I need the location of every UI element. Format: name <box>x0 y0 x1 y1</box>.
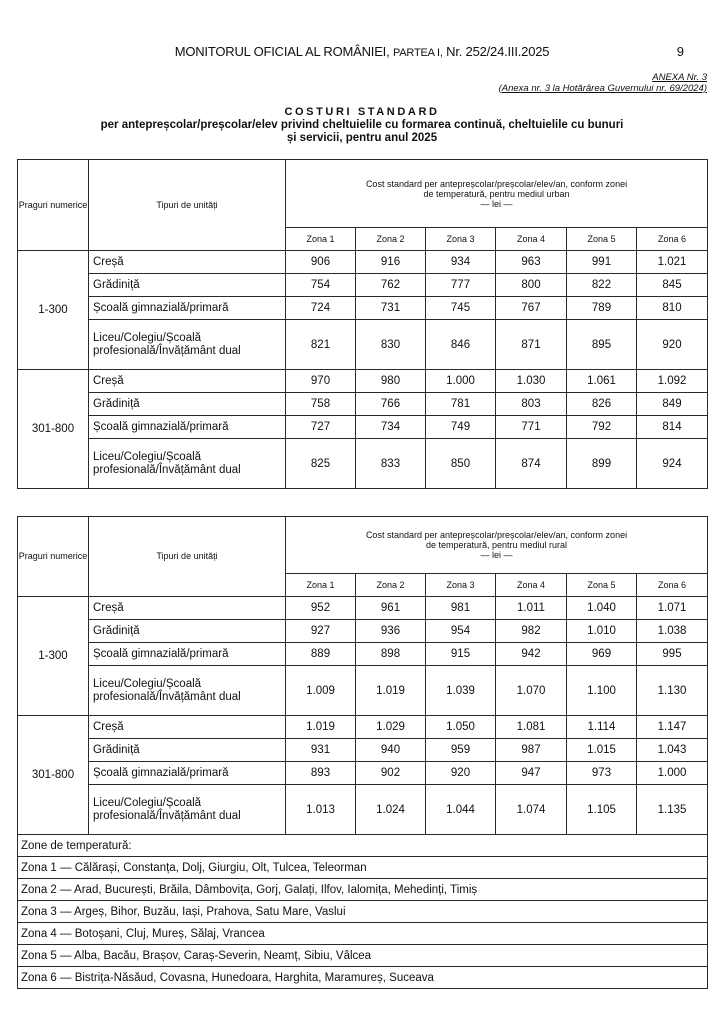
threshold-cell: 1-300 <box>18 251 89 370</box>
unit-type-line2: profesională/Învățământ dual <box>93 690 241 703</box>
cost-cell-zone-2: 980 <box>356 370 426 393</box>
cost-cell-zone-3: 920 <box>426 762 496 785</box>
cost-header-line1: Cost standard per antepreșcolar/preșcolar/elev/an, conform zonei <box>365 178 628 189</box>
cost-cell-zone-1: 927 <box>286 620 356 643</box>
cost-cell-zone-3: 954 <box>426 620 496 643</box>
table-row <box>18 762 708 785</box>
cost-cell-zone-5: 1.061 <box>567 370 637 393</box>
annex-reference <box>499 72 707 94</box>
title-heading: COSTURI STANDARD <box>284 106 440 118</box>
cost-header-line2: de temperatură, pentru mediul rural <box>425 540 568 550</box>
cost-cell-zone-4: 1.011 <box>496 597 567 620</box>
cost-cell-zone-4: 1.070 <box>496 666 567 716</box>
zone-legend-item: Zona 1 — Călărași, Constanța, Dolj, Giurgiu, Olt, Tulcea, Teleorman <box>18 857 708 879</box>
cost-header-unit: — lei — <box>480 550 513 560</box>
cost-cell-zone-4: 982 <box>496 620 567 643</box>
table-row <box>18 274 708 297</box>
unit-type-cell: Grădiniță <box>89 739 286 762</box>
cost-cell-zone-3: 850 <box>426 439 496 489</box>
table-row <box>18 666 708 716</box>
cost-cell-zone-5: 895 <box>567 320 637 370</box>
zone-legend-title: Zone de temperatură: <box>18 835 708 857</box>
cost-cell-zone-1: 1.013 <box>286 785 356 835</box>
header-zone-6: Zona 6 <box>637 574 708 597</box>
table-row <box>18 620 708 643</box>
table-row <box>18 785 708 835</box>
cost-cell-zone-3: 749 <box>426 416 496 439</box>
cost-cell-zone-6: 849 <box>637 393 708 416</box>
table-row <box>18 416 708 439</box>
cost-cell-zone-1: 825 <box>286 439 356 489</box>
cost-cell-zone-4: 963 <box>496 251 567 274</box>
cost-cell-zone-5: 973 <box>567 762 637 785</box>
table-row <box>18 597 708 620</box>
cost-cell-zone-6: 1.130 <box>637 666 708 716</box>
cost-cell-zone-4: 987 <box>496 739 567 762</box>
header-zone-1: Zona 1 <box>286 574 356 597</box>
cost-cell-zone-6: 1.038 <box>637 620 708 643</box>
cost-cell-zone-5: 792 <box>567 416 637 439</box>
cost-cell-zone-3: 1.044 <box>426 785 496 835</box>
publication-name: MONITORUL OFICIAL AL ROMÂNIEI, <box>174 44 390 59</box>
cost-cell-zone-2: 961 <box>356 597 426 620</box>
document-title <box>0 105 724 145</box>
cost-cell-zone-2: 940 <box>356 739 426 762</box>
annex-source: (Anexa nr. 3 la Hotărârea Guvernului nr. 69/2024) <box>498 83 707 94</box>
cost-header-line2: de temperatură, pentru mediul urban <box>423 188 570 199</box>
cost-cell-zone-6: 1.043 <box>637 739 708 762</box>
cost-cell-zone-6: 810 <box>637 297 708 320</box>
cost-cell-zone-5: 1.105 <box>567 785 637 835</box>
cost-cell-zone-2: 833 <box>356 439 426 489</box>
unit-type-cell: Creșă <box>89 370 286 393</box>
unit-type-cell: Grădiniță <box>89 393 286 416</box>
cost-cell-zone-2: 1.019 <box>356 666 426 716</box>
unit-type-cell: Creșă <box>89 597 286 620</box>
unit-type-cell <box>89 785 286 835</box>
cost-cell-zone-1: 906 <box>286 251 356 274</box>
header-praguri: Praguri numerice <box>18 517 89 597</box>
zone-legend <box>18 835 708 989</box>
cost-cell-zone-3: 745 <box>426 297 496 320</box>
unit-type-cell: Școală gimnazială/primară <box>89 643 286 666</box>
cost-cell-zone-4: 874 <box>496 439 567 489</box>
cost-cell-zone-1: 970 <box>286 370 356 393</box>
table-row <box>18 393 708 416</box>
unit-type-cell: Grădiniță <box>89 274 286 297</box>
cost-cell-zone-2: 734 <box>356 416 426 439</box>
cost-cell-zone-5: 826 <box>567 393 637 416</box>
cost-cell-zone-4: 771 <box>496 416 567 439</box>
cost-cell-zone-2: 902 <box>356 762 426 785</box>
zone-legend-item: Zona 3 — Argeș, Bihor, Buzău, Iași, Prahova, Satu Mare, Vaslui <box>18 901 708 923</box>
page-number: 9 <box>676 44 684 59</box>
header-zone-5: Zona 5 <box>567 228 637 251</box>
table-row <box>18 297 708 320</box>
unit-type-cell <box>89 439 286 489</box>
unit-type-cell: Școală gimnazială/primară <box>89 297 286 320</box>
publication-part: PARTEA I, <box>392 47 443 59</box>
threshold-cell: 301-800 <box>18 370 89 489</box>
cost-cell-zone-6: 995 <box>637 643 708 666</box>
cost-cell-zone-3: 959 <box>426 739 496 762</box>
cost-cell-zone-6: 1.092 <box>637 370 708 393</box>
cost-cell-zone-4: 1.030 <box>496 370 567 393</box>
cost-header-unit: — lei — <box>480 198 513 209</box>
cost-cell-zone-5: 899 <box>567 439 637 489</box>
cost-cell-zone-1: 889 <box>286 643 356 666</box>
rural-cost-table <box>17 516 708 989</box>
cost-cell-zone-2: 766 <box>356 393 426 416</box>
cost-cell-zone-5: 822 <box>567 274 637 297</box>
header-zone-6: Zona 6 <box>637 228 708 251</box>
unit-type-cell: Școală gimnazială/primară <box>89 416 286 439</box>
cost-cell-zone-5: 1.100 <box>567 666 637 716</box>
threshold-cell: 1-300 <box>18 597 89 716</box>
cost-cell-zone-1: 931 <box>286 739 356 762</box>
unit-type-cell: Grădiniță <box>89 620 286 643</box>
table-row <box>18 370 708 393</box>
cost-cell-zone-3: 1.039 <box>426 666 496 716</box>
unit-type-cell: Creșă <box>89 716 286 739</box>
header-zone-3: Zona 3 <box>426 228 496 251</box>
table-row <box>18 251 708 274</box>
cost-cell-zone-5: 1.040 <box>567 597 637 620</box>
cost-cell-zone-2: 762 <box>356 274 426 297</box>
header-zone-4: Zona 4 <box>496 228 567 251</box>
header-praguri: Praguri numerice <box>18 160 89 251</box>
cost-cell-zone-4: 1.081 <box>496 716 567 739</box>
cost-cell-zone-1: 952 <box>286 597 356 620</box>
table-row <box>18 643 708 666</box>
cost-cell-zone-2: 1.029 <box>356 716 426 739</box>
table-row <box>18 739 708 762</box>
unit-type-line1: Liceu/Colegiu/Școală <box>93 677 202 690</box>
table-row <box>18 320 708 370</box>
cost-cell-zone-6: 1.000 <box>637 762 708 785</box>
cost-cell-zone-6: 1.021 <box>637 251 708 274</box>
cost-cell-zone-1: 893 <box>286 762 356 785</box>
cost-cell-zone-6: 924 <box>637 439 708 489</box>
cost-cell-zone-5: 1.010 <box>567 620 637 643</box>
cost-cell-zone-3: 777 <box>426 274 496 297</box>
header-cost <box>286 517 708 574</box>
cost-cell-zone-5: 1.114 <box>567 716 637 739</box>
cost-cell-zone-1: 724 <box>286 297 356 320</box>
cost-cell-zone-4: 947 <box>496 762 567 785</box>
cost-cell-zone-4: 767 <box>496 297 567 320</box>
cost-cell-zone-1: 821 <box>286 320 356 370</box>
cost-cell-zone-4: 803 <box>496 393 567 416</box>
cost-cell-zone-4: 942 <box>496 643 567 666</box>
cost-cell-zone-4: 800 <box>496 274 567 297</box>
header-zone-4: Zona 4 <box>496 574 567 597</box>
cost-cell-zone-1: 758 <box>286 393 356 416</box>
cost-cell-zone-2: 830 <box>356 320 426 370</box>
cost-cell-zone-3: 846 <box>426 320 496 370</box>
zone-legend-item: Zona 5 — Alba, Bacău, Brașov, Caraș-Severin, Neamț, Sibiu, Vâlcea <box>18 945 708 967</box>
cost-cell-zone-3: 915 <box>426 643 496 666</box>
title-subheading-1: per antepreșcolar/preșcolar/elev privind cheltuielile cu formarea continuă, cheltuielile cu bunuri <box>100 119 624 131</box>
cost-cell-zone-3: 1.000 <box>426 370 496 393</box>
cost-cell-zone-2: 898 <box>356 643 426 666</box>
unit-type-line2: profesională/Învățământ dual <box>93 463 241 476</box>
cost-cell-zone-4: 871 <box>496 320 567 370</box>
table-row <box>18 716 708 739</box>
cost-cell-zone-6: 845 <box>637 274 708 297</box>
table-row <box>18 439 708 489</box>
unit-type-line2: profesională/Învățământ dual <box>93 809 241 822</box>
cost-cell-zone-6: 1.135 <box>637 785 708 835</box>
header-tipuri: Tipuri de unități <box>89 517 286 597</box>
cost-cell-zone-5: 969 <box>567 643 637 666</box>
unit-type-cell <box>89 666 286 716</box>
unit-type-cell: Școală gimnazială/primară <box>89 762 286 785</box>
page-header <box>0 44 724 64</box>
cost-cell-zone-4: 1.074 <box>496 785 567 835</box>
header-zone-3: Zona 3 <box>426 574 496 597</box>
cost-cell-zone-5: 1.015 <box>567 739 637 762</box>
cost-cell-zone-3: 1.050 <box>426 716 496 739</box>
unit-type-cell: Creșă <box>89 251 286 274</box>
cost-cell-zone-1: 1.009 <box>286 666 356 716</box>
title-subheading-2: și servicii, pentru anul 2025 <box>286 132 438 144</box>
unit-type-line1: Liceu/Colegiu/Școală <box>93 796 202 809</box>
cost-cell-zone-5: 991 <box>567 251 637 274</box>
cost-cell-zone-6: 920 <box>637 320 708 370</box>
cost-cell-zone-2: 936 <box>356 620 426 643</box>
header-zone-2: Zona 2 <box>356 574 426 597</box>
urban-cost-table <box>17 159 708 489</box>
unit-type-line1: Liceu/Colegiu/Școală <box>93 331 202 344</box>
cost-cell-zone-2: 1.024 <box>356 785 426 835</box>
unit-type-cell <box>89 320 286 370</box>
cost-cell-zone-1: 754 <box>286 274 356 297</box>
header-cost <box>286 160 708 228</box>
cost-cell-zone-6: 1.071 <box>637 597 708 620</box>
publication-title <box>0 44 724 59</box>
cost-cell-zone-2: 916 <box>356 251 426 274</box>
header-zone-1: Zona 1 <box>286 228 356 251</box>
cost-cell-zone-3: 981 <box>426 597 496 620</box>
publication-issue: Nr. 252/24.III.2025 <box>446 44 550 59</box>
zone-legend-item: Zona 2 — Arad, București, Brăila, Dâmbovița, Gorj, Galați, Ilfov, Ialomița, Mehedinți, Timiș <box>18 879 708 901</box>
threshold-cell: 301-800 <box>18 716 89 835</box>
cost-cell-zone-5: 789 <box>567 297 637 320</box>
header-zone-5: Zona 5 <box>567 574 637 597</box>
zone-legend-item: Zona 4 — Botoșani, Cluj, Mureș, Sălaj, Vrancea <box>18 923 708 945</box>
header-tipuri: Tipuri de unități <box>89 160 286 251</box>
cost-cell-zone-6: 814 <box>637 416 708 439</box>
zone-legend-item: Zona 6 — Bistrița-Năsăud, Covasna, Hunedoara, Harghita, Maramureș, Suceava <box>18 967 708 989</box>
cost-cell-zone-1: 727 <box>286 416 356 439</box>
cost-cell-zone-3: 781 <box>426 393 496 416</box>
cost-cell-zone-2: 731 <box>356 297 426 320</box>
cost-cell-zone-6: 1.147 <box>637 716 708 739</box>
unit-type-line1: Liceu/Colegiu/Școală <box>93 450 202 463</box>
annex-label: ANEXA Nr. 3 <box>652 72 707 83</box>
unit-type-line2: profesională/Învățământ dual <box>93 344 241 357</box>
cost-cell-zone-3: 934 <box>426 251 496 274</box>
cost-header-line1: Cost standard per antepreșcolar/preșcolar/elev/an, conform zonei <box>365 530 628 540</box>
cost-cell-zone-1: 1.019 <box>286 716 356 739</box>
header-zone-2: Zona 2 <box>356 228 426 251</box>
